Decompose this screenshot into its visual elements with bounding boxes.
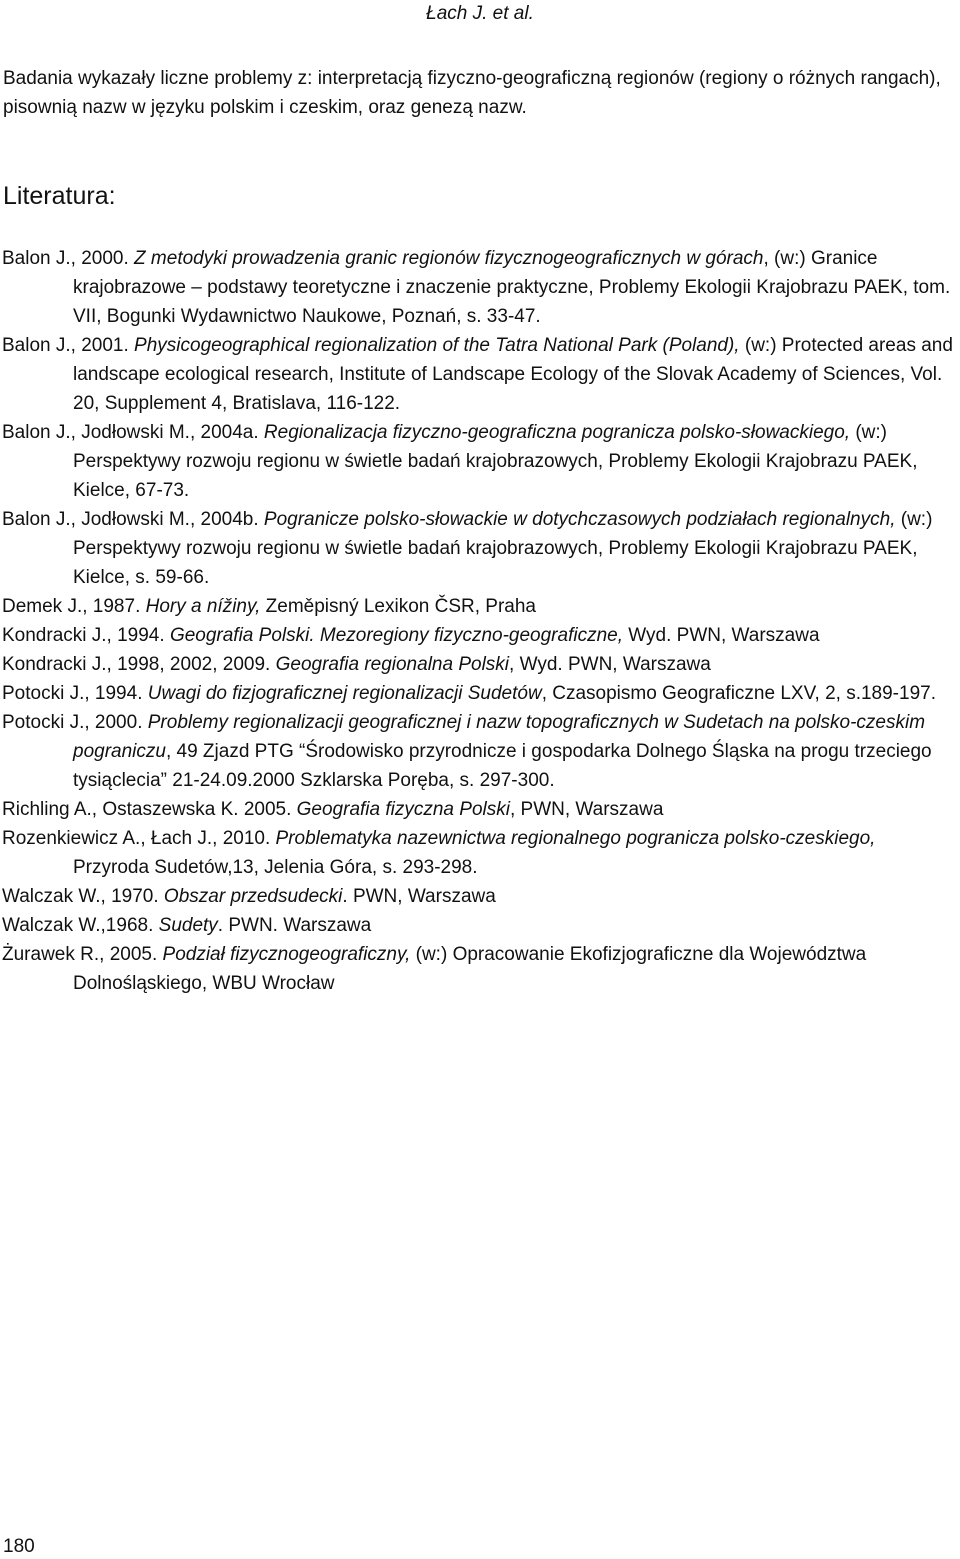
reference-item bbox=[0, 418, 954, 505]
reference-authors: Demek J., 1987. bbox=[2, 596, 146, 617]
reference-authors: Żurawek R., 2005. bbox=[2, 944, 163, 965]
reference-title: Problemy regionalizacji geograficznej i nazw topograficznych w Sudetach na polsko-czeskim pograniczu bbox=[73, 712, 926, 762]
reference-title: Problematyka nazewnictwa regionalnego pogranicza polsko-czeskiego, bbox=[275, 828, 876, 849]
reference-title: Hory a nížiny, bbox=[145, 596, 261, 617]
reference-item bbox=[0, 824, 954, 882]
reference-authors: Potocki J., 1994. bbox=[2, 683, 148, 704]
reference-details: . PWN. Warszawa bbox=[217, 915, 372, 936]
reference-title: Uwagi do fizjograficznej regionalizacji Sudetów bbox=[147, 683, 542, 704]
reference-details: , Wyd. PWN, Warszawa bbox=[509, 654, 711, 675]
reference-details: Przyroda Sudetów,13, Jelenia Góra, s. 293-298. bbox=[73, 857, 478, 878]
reference-item bbox=[0, 882, 954, 911]
reference-title: Geografia regionalna Polski bbox=[275, 654, 510, 675]
reference-title: Physicogeographical regionalization of the Tatra National Park (Poland), bbox=[134, 335, 740, 356]
reference-authors: Walczak W., 1970. bbox=[2, 886, 164, 907]
reference-authors: Balon J., Jodłowski M., 2004b. bbox=[2, 509, 264, 530]
reference-details: (w:) Opracowanie Ekofizjograficzne dla Województwa Dolnośląskiego, WBU Wrocław bbox=[73, 944, 867, 994]
reference-title: Podział fizycznogeograficzny, bbox=[162, 944, 411, 965]
reference-item bbox=[0, 621, 954, 650]
reference-title: Obszar przedsudecki bbox=[163, 886, 343, 907]
reference-details: (w:) Perspektywy rozwoju regionu w świetle badań krajobrazowych, Problemy Ekologii Krajobrazu PAEK, Kielce, 67-73. bbox=[73, 422, 918, 501]
reference-details: , 49 Zjazd PTG “Środowisko przyrodnicze i gospodarka Dolnego Śląska na progu trzeciego tysiąclecia” 21-24.09.2000 Szklarska Poręba, s. 297-300. bbox=[73, 741, 932, 791]
reference-title: Geografia fizyczna Polski bbox=[296, 799, 510, 820]
reference-item bbox=[0, 940, 954, 998]
reference-authors: Balon J., 2001. bbox=[2, 335, 135, 356]
intro-paragraph: Badania wykazały liczne problemy z: interpretacją fizyczno-geograficzną regionów (regiony o różnych rangach), pisownią nazw w języku polskim i czeskim, oraz genezą nazw. bbox=[3, 68, 941, 118]
reference-item bbox=[0, 650, 954, 679]
reference-authors: Richling A., Ostaszewska K. 2005. bbox=[2, 799, 297, 820]
page-number: 180 bbox=[3, 1536, 35, 1557]
reference-item bbox=[0, 592, 954, 621]
reference-item bbox=[0, 244, 954, 331]
reference-details: (w:) Perspektywy rozwoju regionu w świetle badań krajobrazowych, Problemy Ekologii Krajobrazu PAEK, Kielce, s. 59-66. bbox=[73, 509, 933, 588]
reference-details: , PWN, Warszawa bbox=[509, 799, 664, 820]
reference-title: Sudety bbox=[158, 915, 218, 936]
reference-title: Geografia Polski. Mezoregiony fizyczno-geograficzne, bbox=[169, 625, 623, 646]
reference-details: Wyd. PWN, Warszawa bbox=[623, 625, 820, 646]
reference-details: , Czasopismo Geograficzne LXV, 2, s.189-197. bbox=[541, 683, 936, 704]
reference-item bbox=[0, 331, 954, 418]
reference-list bbox=[0, 244, 954, 998]
reference-item bbox=[0, 679, 954, 708]
reference-item bbox=[0, 911, 954, 940]
reference-details: (w:) Protected areas and landscape ecological research, Institute of Landscape Ecology of the Slovak Academy of Sciences, Vol. 20, Supplement 4, Bratislava, 116-122. bbox=[73, 335, 953, 414]
reference-authors: Balon J., 2000. bbox=[2, 248, 135, 269]
reference-item bbox=[0, 708, 954, 795]
reference-details: , (w:) Granice krajobrazowe – podstawy teoretyczne i znaczenie praktyczne, Problemy Ekologii Krajobrazu PAEK, tom. VII, Bogunki Wydawnictwo Naukowe, Poznań, s. 33-47. bbox=[73, 248, 951, 327]
references-heading: Literatura: bbox=[3, 182, 116, 210]
running-head: Łach J. et al. bbox=[426, 3, 534, 24]
reference-details: Zeměpisný Lexikon ČSR, Praha bbox=[260, 596, 536, 617]
reference-authors: Rozenkiewicz A., Łach J., 2010. bbox=[2, 828, 276, 849]
reference-item bbox=[0, 795, 954, 824]
reference-details: . PWN, Warszawa bbox=[342, 886, 496, 907]
reference-authors: Potocki J., 2000. bbox=[2, 712, 148, 733]
reference-authors: Walczak W.,1968. bbox=[2, 915, 159, 936]
reference-authors: Kondracki J., 1994. bbox=[2, 625, 170, 646]
reference-item bbox=[0, 505, 954, 592]
reference-title: Z metodyki prowadzenia granic regionów fizycznogeograficznych w górach bbox=[134, 248, 764, 269]
reference-title: Pogranicze polsko-słowackie w dotychczasowych podziałach regionalnych, bbox=[263, 509, 896, 530]
reference-authors: Kondracki J., 1998, 2002, 2009. bbox=[2, 654, 276, 675]
reference-authors: Balon J., Jodłowski M., 2004a. bbox=[2, 422, 264, 443]
reference-title: Regionalizacja fizyczno-geograficzna pogranicza polsko-słowackiego, bbox=[263, 422, 851, 443]
